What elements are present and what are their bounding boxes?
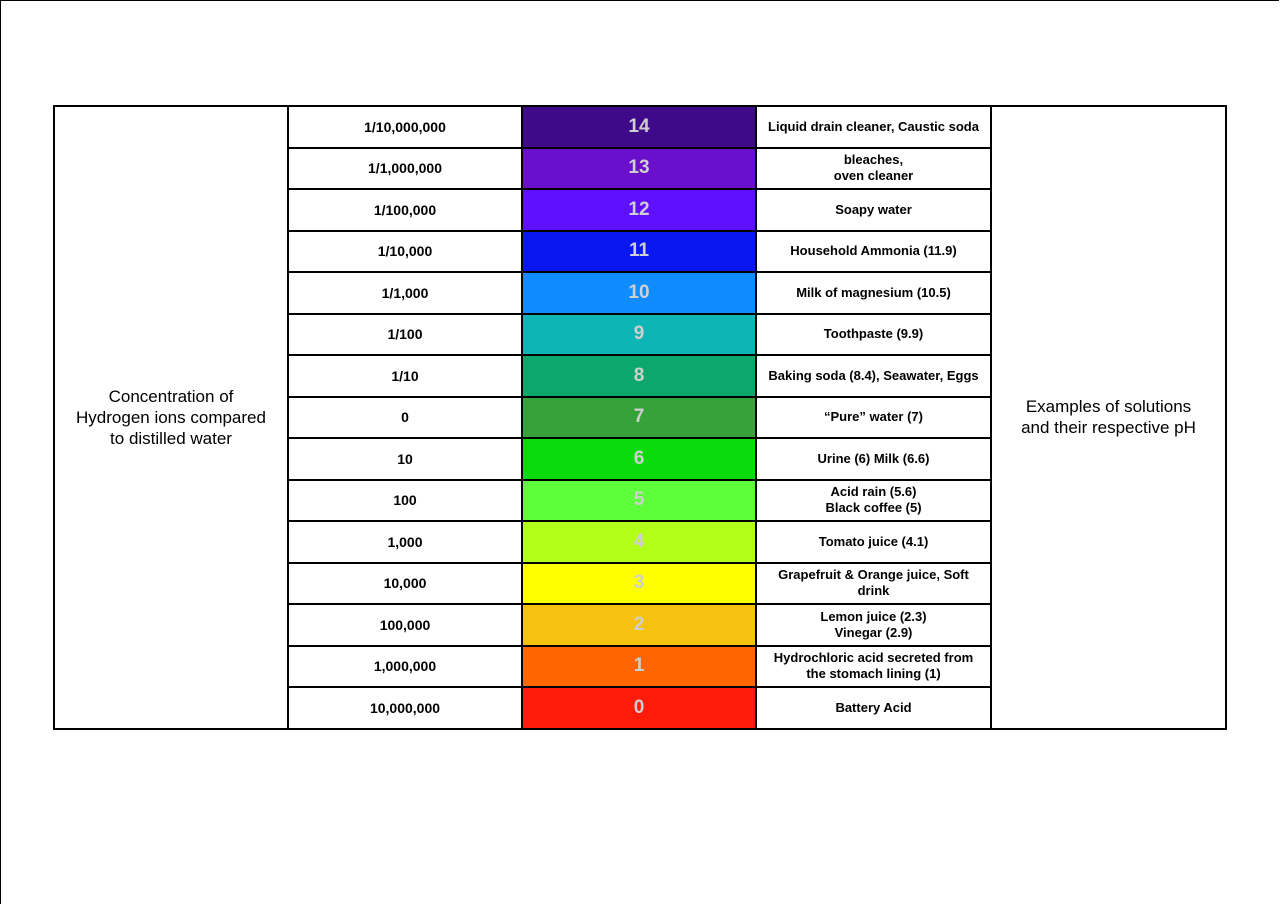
example-cell [756, 563, 991, 605]
example-cell [756, 106, 991, 148]
example-text: Household Ammonia (11.9) [790, 243, 957, 259]
ph-value-cell: 14 [522, 106, 756, 148]
ph-table-body [54, 106, 1226, 729]
example-text: Baking soda (8.4), Seawater, Eggs [768, 367, 979, 383]
example-text: Battery Acid [835, 699, 912, 715]
ph-value-cell: 3 [522, 563, 756, 605]
ph-value-cell: 11 [522, 231, 756, 273]
ph-scale-table [53, 105, 1227, 730]
concentration-cell: 1/10,000 [288, 231, 522, 273]
example-text: Acid rain (5.6) Black coffee (5) [825, 484, 922, 516]
example-text: Milk of magnesium (10.5) [796, 284, 951, 300]
concentration-cell: 1,000 [288, 521, 522, 563]
example-text: Urine (6) Milk (6.6) [817, 450, 930, 466]
concentration-cell: 10,000,000 [288, 687, 522, 729]
example-cell [756, 604, 991, 646]
example-text: Lemon juice (2.3) Vinegar (2.9) [820, 608, 927, 640]
concentration-cell: 0 [288, 397, 522, 439]
ph-value-cell: 1 [522, 646, 756, 688]
example-cell [756, 521, 991, 563]
concentration-cell: 1/1,000 [288, 272, 522, 314]
ph-row [54, 106, 1226, 148]
concentration-cell: 100 [288, 480, 522, 522]
example-text: Soapy water [835, 201, 912, 217]
ph-value-cell: 2 [522, 604, 756, 646]
example-text: Tomato juice (4.1) [818, 533, 929, 549]
example-text: Grapefruit & Orange juice, Soft drink [778, 567, 969, 599]
ph-value-cell: 13 [522, 148, 756, 190]
ph-value-cell: 10 [522, 272, 756, 314]
example-cell [756, 231, 991, 273]
example-cell [756, 314, 991, 356]
ph-value-cell: 4 [522, 521, 756, 563]
ph-value-cell: 5 [522, 480, 756, 522]
concentration-cell: 10,000 [288, 563, 522, 605]
concentration-cell: 1/100 [288, 314, 522, 356]
concentration-cell: 10 [288, 438, 522, 480]
example-cell [756, 355, 991, 397]
concentration-cell: 1/10,000,000 [288, 106, 522, 148]
ph-value-cell: 0 [522, 687, 756, 729]
examples-column-label: Examples of solutions and their respective pH [991, 106, 1226, 729]
example-text: Hydrochloric acid secreted from the stomach lining (1) [773, 650, 974, 682]
concentration-cell: 1,000,000 [288, 646, 522, 688]
example-text: Toothpaste (9.9) [823, 326, 924, 342]
concentration-cell: 1/10 [288, 355, 522, 397]
ph-value-cell: 6 [522, 438, 756, 480]
example-text: bleaches, oven cleaner [833, 152, 914, 184]
example-cell [756, 148, 991, 190]
example-cell [756, 397, 991, 439]
ph-value-cell: 7 [522, 397, 756, 439]
example-cell [756, 687, 991, 729]
concentration-cell: 100,000 [288, 604, 522, 646]
example-cell [756, 646, 991, 688]
example-text: Liquid drain cleaner, Caustic soda [768, 118, 979, 134]
example-cell [756, 272, 991, 314]
concentration-cell: 1/1,000,000 [288, 148, 522, 190]
example-text: “Pure” water (7) [824, 409, 923, 425]
ph-value-cell: 9 [522, 314, 756, 356]
example-cell [756, 480, 991, 522]
concentration-column-label: Concentration of Hydrogen ions compared to distilled water [54, 106, 288, 729]
ph-value-cell: 8 [522, 355, 756, 397]
example-cell [756, 438, 991, 480]
concentration-cell: 1/100,000 [288, 189, 522, 231]
ph-value-cell: 12 [522, 189, 756, 231]
example-cell [756, 189, 991, 231]
